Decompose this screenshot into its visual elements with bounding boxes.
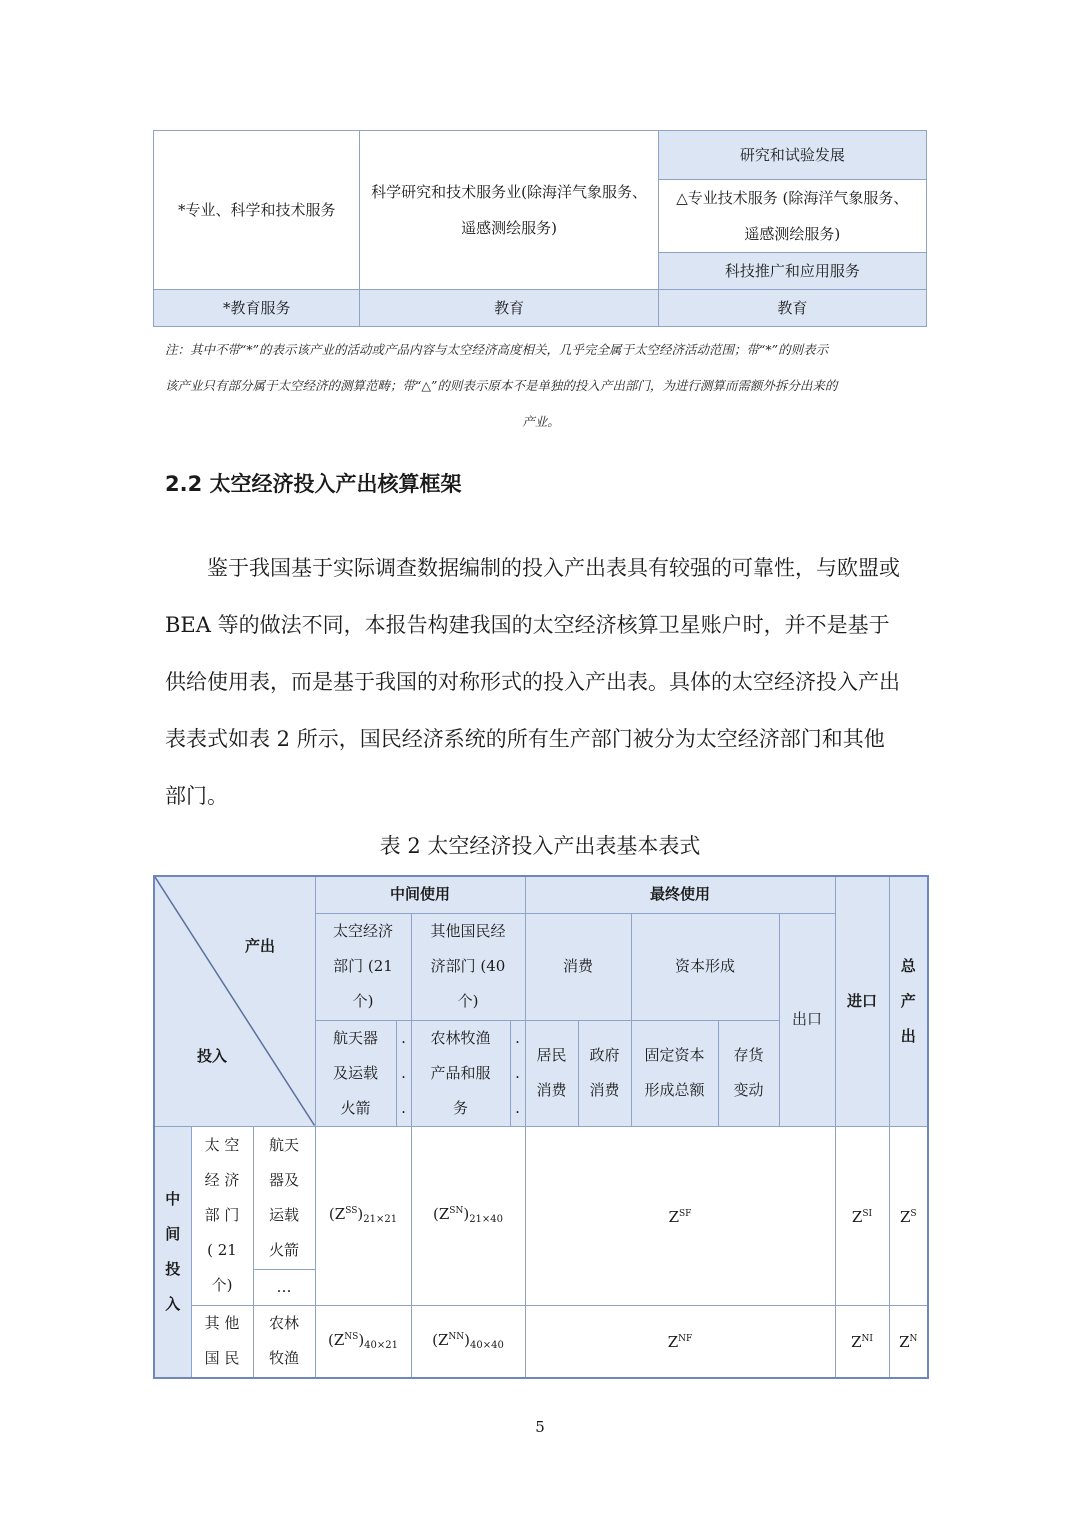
other-sector-line2: 济部门 (40 <box>430 957 506 975</box>
z-nn-base: (Z <box>432 1330 449 1349</box>
space-sector-line2: 部门 (21 <box>333 957 393 975</box>
paragraph-line-2: BEA 等的做法不同，本报告构建我国的太空经济核算卫星账户时，并不是基于 <box>165 613 890 637</box>
z-n-sup: N <box>909 1334 918 1345</box>
other-ellipsis-col <box>510 1020 525 1126</box>
corner-diagonal-line <box>155 877 315 1126</box>
z-sn-sup: SN <box>449 1206 464 1216</box>
agri-row-line2: 牧渔 <box>268 1349 299 1368</box>
table1-row1-col2-line1: 科学研究和技术服务业(除海洋气象服务、 <box>371 183 647 201</box>
government-line1: 政府 <box>589 1046 620 1064</box>
space-dept-line3: 部 门 <box>204 1206 240 1224</box>
paragraph-line-4: 表表式如表 2 所示，国民经济系统的所有生产部门被分为太空经济部门和其他 <box>165 727 885 751</box>
note-line2: 该产业只有部分属于太空经济的测算范畴；带“△”的则表示原本不是单独的投入产出部门，为进行测算而需额外拆分出来的 <box>165 378 838 393</box>
space-dept-line2: 经 济 <box>204 1171 240 1189</box>
table-note <box>165 332 917 440</box>
total-output-char-3: 出 <box>900 1026 916 1045</box>
note-line1: 注：其中不带“*”的表示该产业的活动或产品内容与太空经济高度相关，几乎完全属于太空经济活动范围；带“*”的则表示 <box>165 342 829 357</box>
intermediate-input-header <box>154 1126 191 1378</box>
z-si-sup: SI <box>862 1208 873 1219</box>
table1-sub-promotion: 科技推广和应用服务 <box>658 253 926 290</box>
z-sf-sup: SF <box>679 1208 692 1219</box>
intermediate-input-char-2: 间 <box>165 1224 181 1243</box>
paragraph-line-3: 供给使用表，而是基于我国的对称形式的投入产出表。具体的太空经济投入产出 <box>165 670 900 694</box>
z-ni-cell <box>835 1305 889 1378</box>
other-dot-3: . <box>515 1098 520 1117</box>
z-ss-sup: SS <box>345 1206 358 1216</box>
z-s-cell <box>889 1126 928 1305</box>
z-ss-sub: 21×21 <box>363 1214 398 1225</box>
corner-output-label: 产出 <box>245 937 276 955</box>
fixed-capital-line1: 固定资本 <box>644 1046 705 1064</box>
table1-sub-research: 研究和试验发展 <box>658 131 926 180</box>
other-dot-1: . <box>515 1028 520 1047</box>
other-sector-header <box>411 913 525 1020</box>
space-ellipsis-row: … <box>253 1269 315 1305</box>
z-s-base: Z <box>899 1207 911 1226</box>
input-output-table <box>153 875 929 1379</box>
table1-row1-col2-line2: 遥感测绘服务) <box>461 219 557 237</box>
resident-consumption-header <box>525 1020 578 1126</box>
aerospace-row-line1: 航天 <box>268 1135 299 1154</box>
table1-row2-col1: *教育服务 <box>154 290 360 327</box>
z-ns-sub: 40×21 <box>364 1339 398 1351</box>
z-sf-base: Z <box>668 1207 680 1226</box>
aerospace-col-header <box>315 1020 396 1126</box>
inventory-change-header <box>718 1020 779 1126</box>
final-use-header: 最终使用 <box>525 876 835 913</box>
aerospace-line1: 航天器 <box>332 1028 378 1047</box>
table1-row2-col3: 教育 <box>658 290 926 327</box>
agri-line1: 农林牧渔 <box>430 1028 491 1047</box>
z-nn-sub: 40×40 <box>470 1339 504 1351</box>
z-ss-cell <box>315 1126 411 1305</box>
aerospace-row-line3: 运载 <box>268 1205 299 1224</box>
z-nf-base: Z <box>667 1333 679 1352</box>
other-sector-line1: 其他国民经 <box>430 922 506 940</box>
fixed-capital-header <box>631 1020 718 1126</box>
aerospace-row-line4: 火箭 <box>268 1240 299 1259</box>
z-ni-sup: NI <box>861 1334 873 1345</box>
capital-formation-header: 资本形成 <box>631 913 779 1020</box>
note-line3: 产业。 <box>522 414 560 429</box>
aerospace-row-header <box>253 1126 315 1269</box>
corner-cell <box>154 876 315 1126</box>
other-sector-line3: 个) <box>457 992 479 1010</box>
corner-input-label: 投入 <box>197 1047 228 1065</box>
space-sector-line1: 太空经济 <box>332 922 393 940</box>
z-sf-cell <box>525 1126 835 1305</box>
agri-line2: 产品和服 <box>430 1063 491 1082</box>
z-ns-close: ) <box>358 1330 365 1349</box>
z-ns-base: (Z <box>327 1330 345 1349</box>
z-sn-base: (Z <box>433 1205 450 1223</box>
government-line2: 消费 <box>589 1081 620 1099</box>
z-sn-sub: 21×40 <box>469 1214 504 1225</box>
inventory-line1: 存货 <box>733 1046 764 1064</box>
space-dept-line5: 个) <box>211 1276 233 1294</box>
space-dot-1: . <box>401 1028 406 1047</box>
z-ni-base: Z <box>851 1333 862 1352</box>
paragraph-line-5: 部门。 <box>165 784 228 808</box>
space-sector-line3: 个) <box>352 992 374 1010</box>
z-ns-sup: NS <box>344 1331 359 1342</box>
total-output-header <box>889 876 928 1126</box>
other-dot-2: . <box>515 1063 520 1082</box>
intermediate-input-char-1: 中 <box>165 1189 181 1208</box>
z-si-cell <box>835 1126 889 1305</box>
table1-row1-col1: *专业、科学和技术服务 <box>154 131 360 290</box>
agri-col-header <box>411 1020 510 1126</box>
z-nn-sup: NN <box>448 1331 465 1342</box>
z-nn-close: ) <box>464 1330 471 1349</box>
resident-line2: 消费 <box>536 1081 567 1099</box>
z-nf-cell <box>525 1305 835 1378</box>
industry-classification-table <box>153 130 927 327</box>
total-output-char-1: 总 <box>900 956 916 975</box>
space-dept-line1: 太 空 <box>204 1136 240 1154</box>
table2-caption: 表 2 太空经济投入产出表基本表式 <box>379 834 701 858</box>
intermediate-use-header: 中间使用 <box>315 876 525 913</box>
total-output-char-2: 产 <box>900 991 916 1010</box>
space-ellipsis-col <box>396 1020 411 1126</box>
intermediate-input-char-3: 投 <box>165 1259 181 1278</box>
other-dept-line1: 其 他 <box>204 1314 240 1333</box>
table1-sub-professional-line2: 遥感测绘服务) <box>744 225 841 243</box>
z-nf-sup: NF <box>678 1334 693 1345</box>
other-dept-line2: 国 民 <box>204 1349 240 1368</box>
body-paragraph <box>165 540 917 825</box>
space-dot-2: . <box>401 1063 406 1082</box>
z-sn-close: ) <box>463 1205 470 1223</box>
z-s-sup: S <box>910 1208 917 1219</box>
intermediate-input-char-4: 入 <box>165 1294 181 1313</box>
agri-row-line1: 农林 <box>268 1314 299 1333</box>
space-dept-row-header <box>191 1126 253 1305</box>
space-sector-header <box>315 913 411 1020</box>
government-consumption-header <box>578 1020 631 1126</box>
space-dept-line4: ( 21 <box>207 1241 237 1259</box>
other-dept-row-header <box>191 1305 253 1378</box>
agri-row-header <box>253 1305 315 1378</box>
aerospace-line2: 及运载 <box>332 1063 378 1082</box>
z-ns-cell <box>315 1305 411 1378</box>
consumption-header: 消费 <box>525 913 631 1020</box>
fixed-capital-line2: 形成总额 <box>644 1081 705 1099</box>
paragraph-line-1: 鉴于我国基于实际调查数据编制的投入产出表具有较强的可靠性，与欧盟或 <box>207 556 900 580</box>
table1-row2-col2: 教育 <box>360 290 658 327</box>
z-n-base: Z <box>899 1333 910 1352</box>
aerospace-row-line2: 器及 <box>268 1170 299 1189</box>
aerospace-line3: 火箭 <box>340 1098 371 1117</box>
import-header: 进口 <box>835 876 889 1126</box>
inventory-line2: 变动 <box>733 1081 764 1099</box>
agri-line3: 务 <box>452 1098 468 1117</box>
z-n-cell <box>889 1305 928 1378</box>
z-si-base: Z <box>851 1207 863 1226</box>
z-ss-base: (Z <box>328 1205 346 1223</box>
section-heading: 2.2 太空经济投入产出核算框架 <box>165 472 462 496</box>
page-number: 5 <box>535 1418 545 1436</box>
export-header: 出口 <box>779 913 835 1126</box>
table1-sub-professional-line1: △专业技术服务 (除海洋气象服务、 <box>676 189 909 207</box>
resident-line1: 居民 <box>536 1046 567 1064</box>
z-nn-cell <box>411 1305 525 1378</box>
table1-sub-professional <box>658 180 926 253</box>
table1-row1-col2 <box>360 131 658 290</box>
z-sn-cell <box>411 1126 525 1305</box>
z-ss-close: ) <box>357 1205 364 1223</box>
space-dot-3: . <box>401 1098 406 1117</box>
